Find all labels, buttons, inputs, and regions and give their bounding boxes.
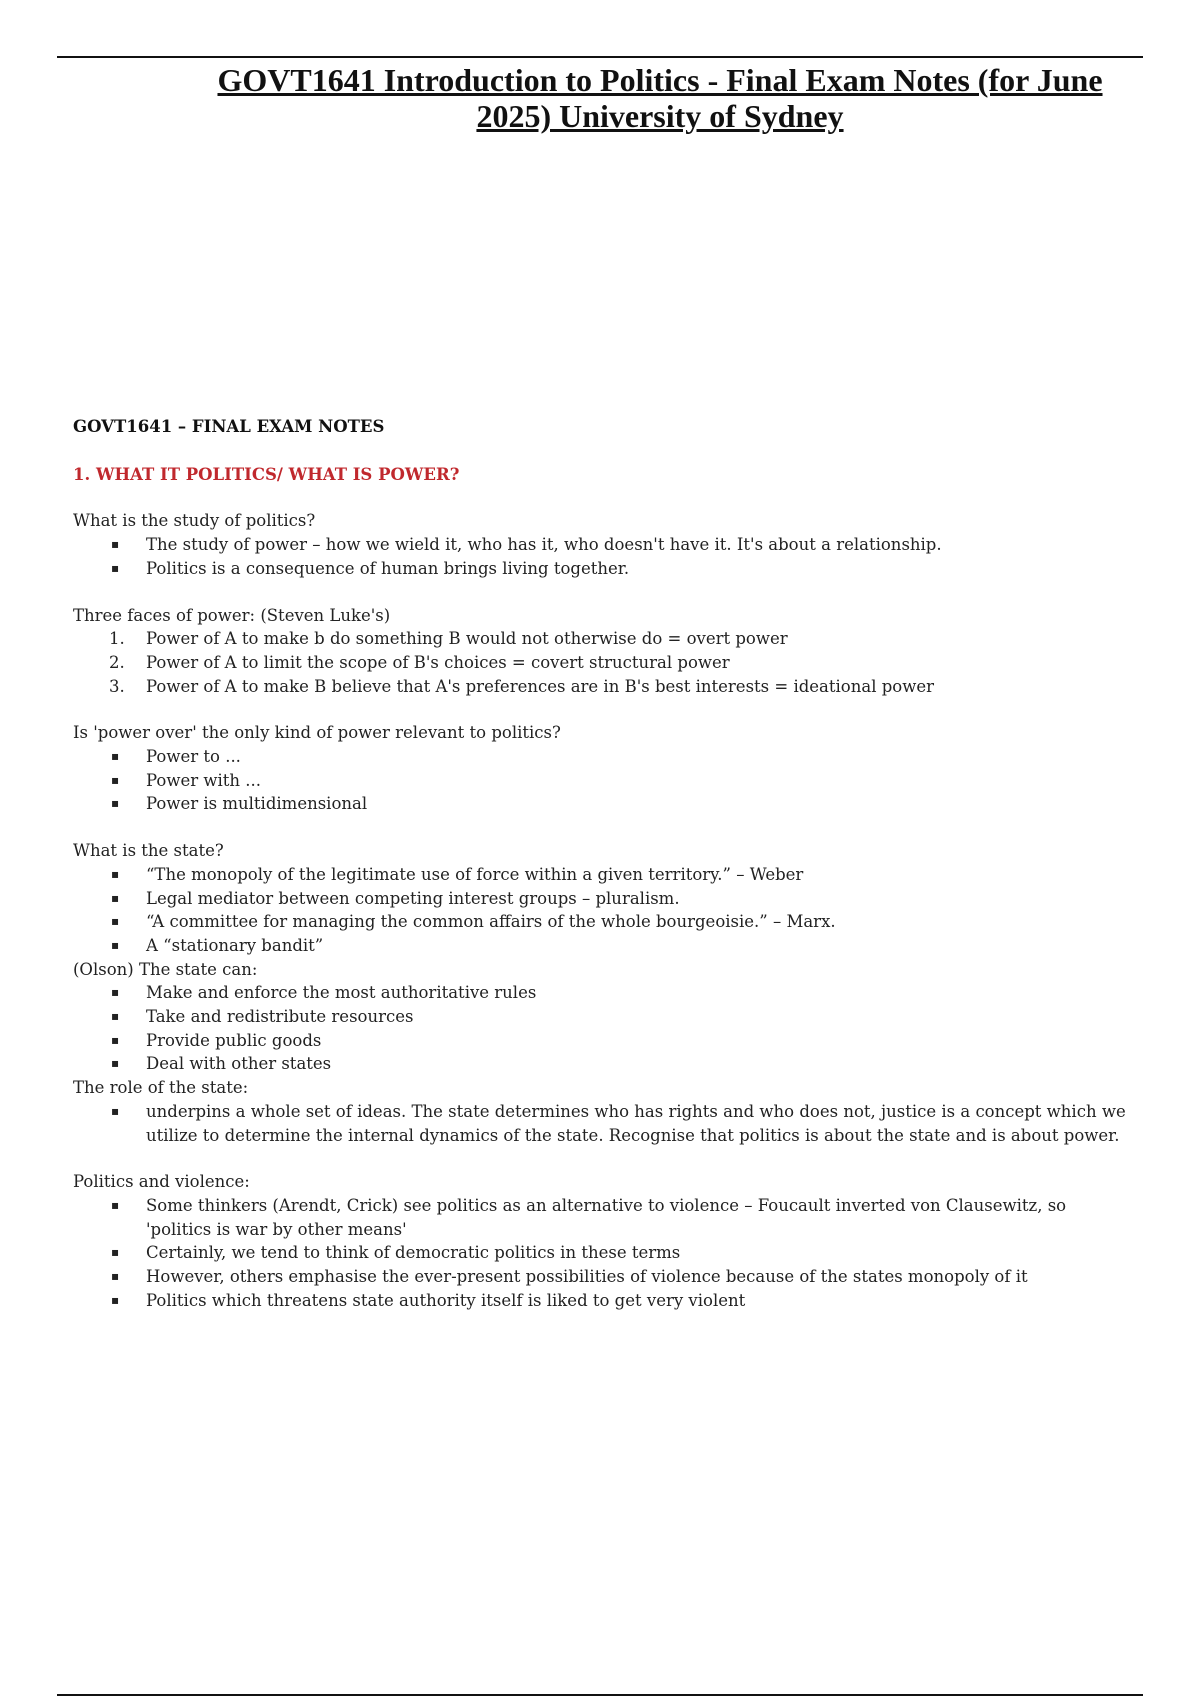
list-item: [73, 1289, 1133, 1313]
bullet-icon: ▪: [111, 1009, 120, 1024]
list-item: [73, 1005, 1133, 1029]
list-item-text: “A committee for managing the common affairs of the whole bourgeoisie.” – Marx.: [146, 912, 836, 932]
bullet-list: [73, 1100, 1133, 1147]
list-item: [73, 910, 1133, 934]
list-number: 3.: [109, 676, 125, 696]
notes-blocks: [73, 509, 1133, 1312]
notes-block: [73, 839, 1133, 958]
numbered-list: [73, 627, 1133, 698]
bullet-list: [73, 1194, 1133, 1313]
list-item: [73, 1100, 1133, 1147]
bullet-icon: ▪: [111, 796, 120, 811]
bullet-icon: ▪: [111, 749, 120, 764]
list-item: [73, 745, 1133, 769]
bullet-icon: ▪: [111, 1103, 120, 1118]
list-item: [73, 1265, 1133, 1289]
notes-block: [73, 1170, 1133, 1312]
notes-block: [73, 1076, 1133, 1147]
bullet-icon: ▪: [111, 1197, 120, 1212]
list-item-text: Deal with other states: [146, 1054, 332, 1074]
list-item-text: Take and redistribute resources: [146, 1007, 414, 1027]
bullet-icon: ▪: [111, 560, 120, 575]
block-question: (Olson) The state can:: [73, 959, 258, 979]
list-item: [73, 769, 1133, 793]
block-question: Is 'power over' the only kind of power relevant to politics?: [73, 723, 561, 743]
list-item: [73, 934, 1133, 958]
bullet-list: [73, 533, 1133, 580]
list-item: [73, 557, 1133, 581]
list-item-text: Politics which threatens state authority itself is liked to get very violent: [146, 1290, 746, 1310]
top-rule: [57, 56, 1143, 58]
list-item: [73, 651, 1133, 675]
bullet-icon: ▪: [111, 1032, 120, 1047]
list-item-text: Certainly, we tend to think of democratic politics in these terms: [146, 1243, 681, 1263]
list-item: [73, 1052, 1133, 1076]
bullet-icon: ▪: [111, 890, 120, 905]
bottom-rule: [57, 1694, 1143, 1696]
list-item: [73, 533, 1133, 557]
list-item: [73, 1241, 1133, 1265]
list-item-text: However, others emphasise the ever-present possibilities of violence because of the states monopoly of it: [146, 1267, 1028, 1287]
block-question: Politics and violence:: [73, 1172, 250, 1192]
bullet-icon: ▪: [111, 985, 120, 1000]
bullet-icon: ▪: [111, 937, 120, 952]
notes-block: [73, 721, 1133, 816]
list-item: [73, 792, 1133, 816]
list-item: [73, 1194, 1133, 1241]
list-item-text: Power of A to make b do something B would not otherwise do = overt power: [146, 629, 788, 649]
list-item-text: Power of A to limit the scope of B's choices = covert structural power: [146, 652, 730, 672]
bullet-list: [73, 863, 1133, 958]
list-item-text: The study of power – how we wield it, who has it, who doesn't have it. It's about a relationship.: [146, 535, 942, 555]
block-question: What is the state?: [73, 841, 224, 861]
block-question: What is the study of politics?: [73, 511, 316, 531]
list-item-text: Make and enforce the most authoritative rules: [146, 983, 537, 1003]
block-question: Three faces of power: (Steven Luke's): [73, 605, 391, 625]
list-item: [73, 981, 1133, 1005]
list-item-text: Power with ...: [146, 770, 262, 790]
list-item: [73, 1029, 1133, 1053]
bullet-list: [73, 981, 1133, 1076]
bullet-icon: ▪: [111, 772, 120, 787]
list-item-text: Legal mediator between competing interest groups – pluralism.: [146, 888, 680, 908]
list-item: [73, 887, 1133, 911]
list-item-text: Power to ...: [146, 747, 241, 767]
list-item-text: Power is multidimensional: [146, 794, 368, 814]
document-body: [73, 415, 1133, 1313]
block-question: The role of the state:: [73, 1078, 249, 1098]
bullet-icon: ▪: [111, 914, 120, 929]
section-heading: 1. WHAT IT POLITICS/ WHAT IS POWER?: [73, 464, 460, 484]
list-item: [73, 627, 1133, 651]
bullet-icon: ▪: [111, 1269, 120, 1284]
notes-block: [73, 958, 1133, 1077]
bullet-icon: ▪: [111, 1292, 120, 1307]
doc-heading: GOVT1641 – FINAL EXAM NOTES: [73, 417, 385, 436]
list-item-text: underpins a whole set of ideas. The state determines who has rights and who does not, justice is a concept which we utilize to determine the internal dynamics of the state. Recognise that politics is about the state and is about power.: [146, 1101, 1126, 1145]
bullet-icon: ▪: [111, 866, 120, 881]
list-item-text: Politics is a consequence of human brings living together.: [146, 558, 630, 578]
list-item: [73, 863, 1133, 887]
bullet-icon: ▪: [111, 1245, 120, 1260]
notes-block: [73, 604, 1133, 699]
notes-block: [73, 509, 1133, 580]
list-item-text: Some thinkers (Arendt, Crick) see politics as an alternative to violence – Foucault inverted von Clausewitz, so 'politics is war by other means': [146, 1195, 1067, 1239]
list-item-text: Provide public goods: [146, 1030, 322, 1050]
list-item-text: A “stationary bandit”: [146, 935, 324, 955]
list-number: 2.: [109, 652, 125, 672]
bullet-list: [73, 745, 1133, 816]
bullet-icon: ▪: [111, 537, 120, 552]
list-item-text: “The monopoly of the legitimate use of force within a given territory.” – Weber: [146, 864, 804, 884]
document-title: GOVT1641 Introduction to Politics - Final Exam Notes (for June 2025) University of Sydney: [217, 62, 1103, 134]
bullet-icon: ▪: [111, 1056, 120, 1071]
list-item: [73, 675, 1133, 699]
list-item-text: Power of A to make B believe that A's preferences are in B's best interests = ideational power: [146, 676, 934, 696]
list-number: 1.: [109, 629, 125, 649]
